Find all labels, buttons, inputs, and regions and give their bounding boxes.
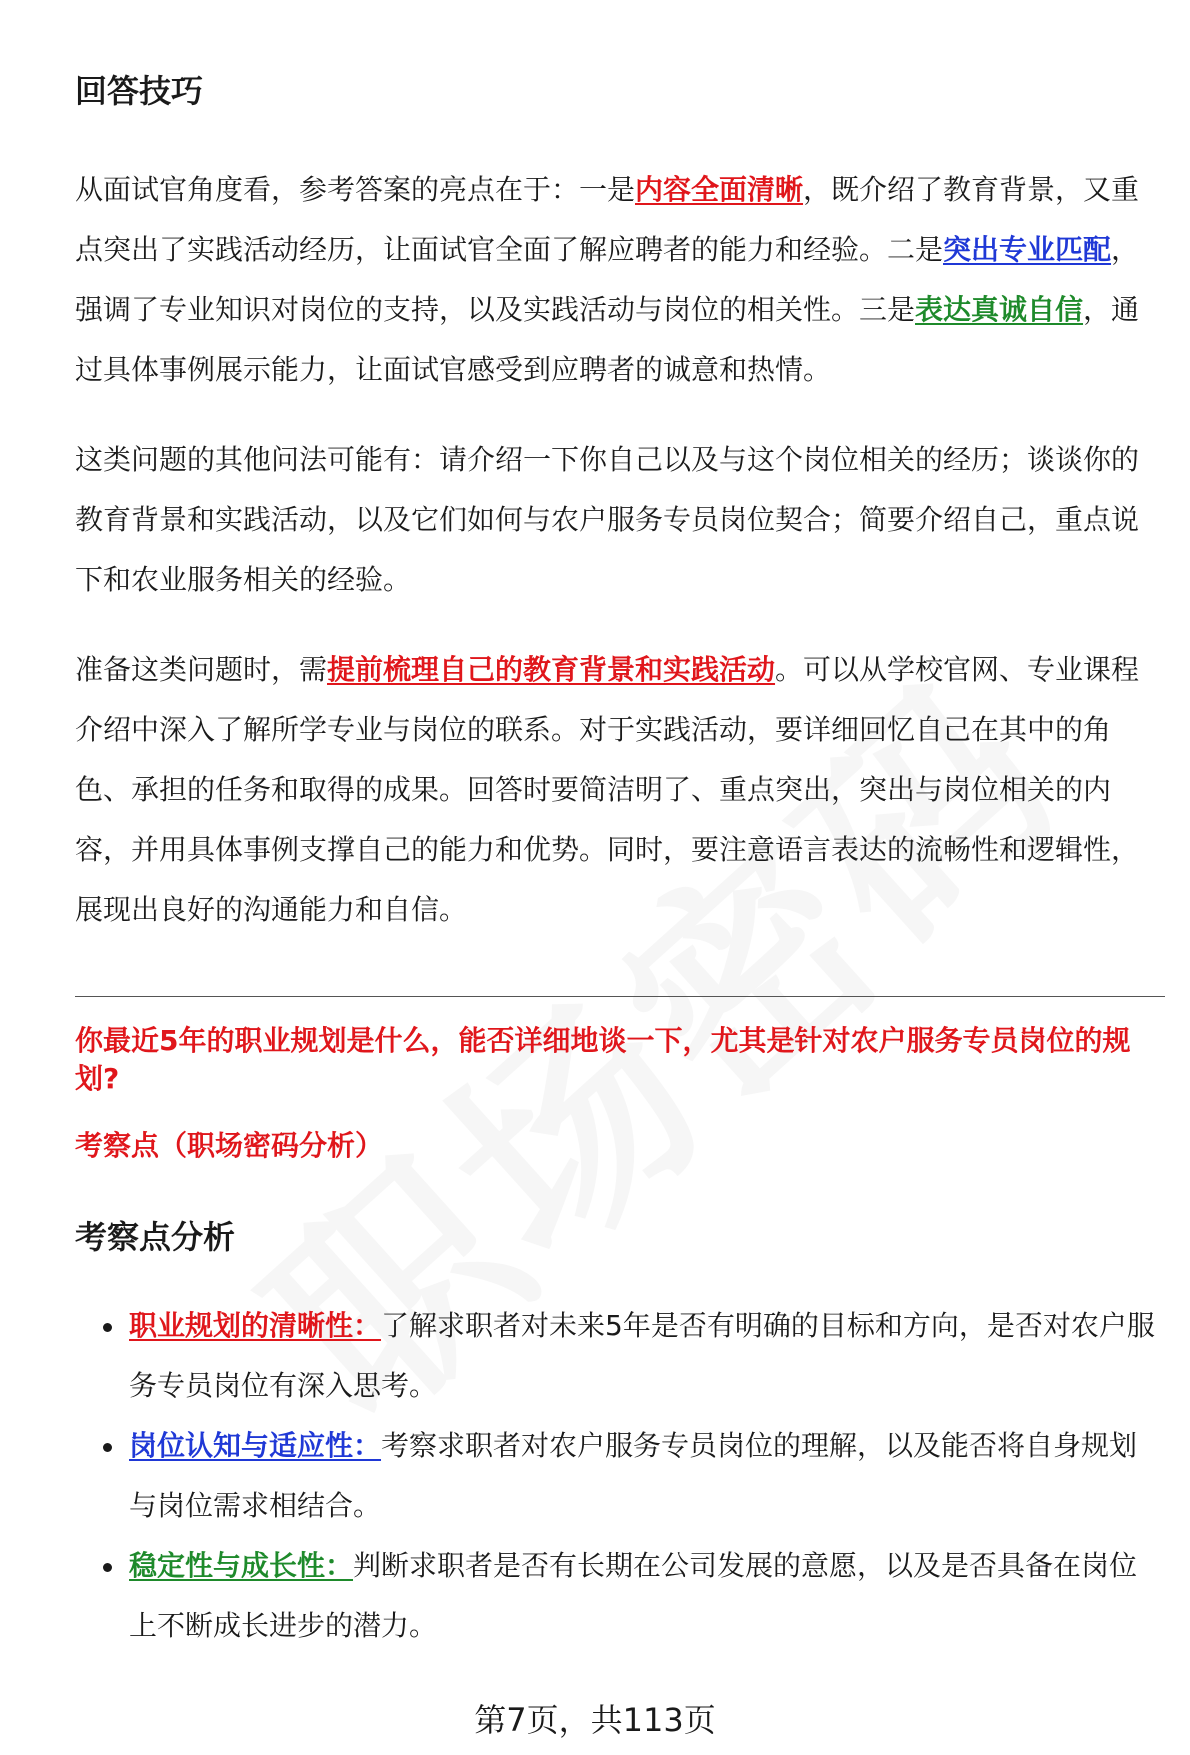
tips-paragraph-1 bbox=[75, 160, 1165, 400]
bullet-icon bbox=[103, 1563, 112, 1572]
highlight-professional-match: 突出专业匹配 bbox=[943, 233, 1112, 266]
analysis-text: 了解求职者对未来5年是否有明确的目标和方向，是否对农户服务专员岗位有深入思考。 bbox=[129, 1309, 1155, 1402]
paragraph-text: ，强调了专业知识对岗位的支持，以及实践活动与岗位的相关性。三是 bbox=[75, 233, 1140, 326]
analysis-key: 稳定性与成长性： bbox=[129, 1549, 354, 1582]
analysis-text: 考察求职者对农户服务专员岗位的理解，以及能否将自身规划与岗位需求相结合。 bbox=[129, 1429, 1138, 1522]
list-item bbox=[75, 1536, 1165, 1656]
paragraph-text: 从面试官角度看，参考答案的亮点在于：一是 bbox=[75, 173, 636, 206]
interview-question: 你最近5年的职业规划是什么，能否详细地谈一下，尤其是针对农户服务专员岗位的规划? bbox=[75, 1024, 1131, 1095]
highlight-sincere-confident: 表达真诚自信 bbox=[915, 293, 1084, 326]
highlight-prepare-background: 提前梳理自己的教育背景和实践活动 bbox=[327, 653, 776, 686]
list-item bbox=[75, 1296, 1165, 1416]
kaocha-label: 考察点（职场密码分析） bbox=[75, 1129, 384, 1162]
analysis-list bbox=[75, 1296, 1165, 1656]
paragraph-text: ，既介绍了教育背景，又重点突出了实践活动经历，让面试官全面了解应聘者的能力和经验。二是 bbox=[75, 173, 1140, 266]
list-item bbox=[75, 1416, 1165, 1536]
tips-paragraph-3 bbox=[75, 640, 1165, 940]
section-title-analysis: 考察点分析 bbox=[75, 1218, 236, 1256]
section-divider bbox=[75, 996, 1165, 997]
analysis-text: 判断求职者是否有长期在公司发展的意愿，以及是否具备在岗位上不断成长进步的潜力。 bbox=[129, 1549, 1138, 1642]
tips-paragraph-2: 这类问题的其他问法可能有：请介绍一下你自己以及与这个岗位相关的经历；谈谈你的教育背景和实践活动，以及它们如何与农户服务专员岗位契合；简要介绍自己，重点说下和农业服务相关的经验。 bbox=[75, 443, 1140, 596]
paragraph-text: 准备这类问题时，需 bbox=[75, 653, 328, 686]
analysis-key: 岗位认知与适应性： bbox=[129, 1429, 382, 1462]
section-title-tips: 回答技巧 bbox=[75, 72, 204, 110]
page-number-footer: 第7页，共113页 bbox=[474, 1701, 716, 1739]
analysis-key: 职业规划的清晰性： bbox=[129, 1309, 382, 1342]
paragraph-text: ，通过具体事例展示能力，让面试官感受到应聘者的诚意和热情。 bbox=[75, 293, 1140, 386]
highlight-content-clear: 内容全面清晰 bbox=[635, 173, 804, 206]
bullet-icon bbox=[103, 1323, 112, 1332]
bullet-icon bbox=[103, 1443, 112, 1452]
paragraph-text: 。可以从学校官网、专业课程介绍中深入了解所学专业与岗位的联系。对于实践活动，要详细回忆自己在其中的角色、承担的任务和取得的成果。回答时要简洁明了、重点突出，突出与岗位相关的内容，并用具体事例支撑自己的能力和优势。同时，要注意语言表达的流畅性和逻辑性，展现出良好的沟通能力和自信。 bbox=[75, 653, 1140, 926]
